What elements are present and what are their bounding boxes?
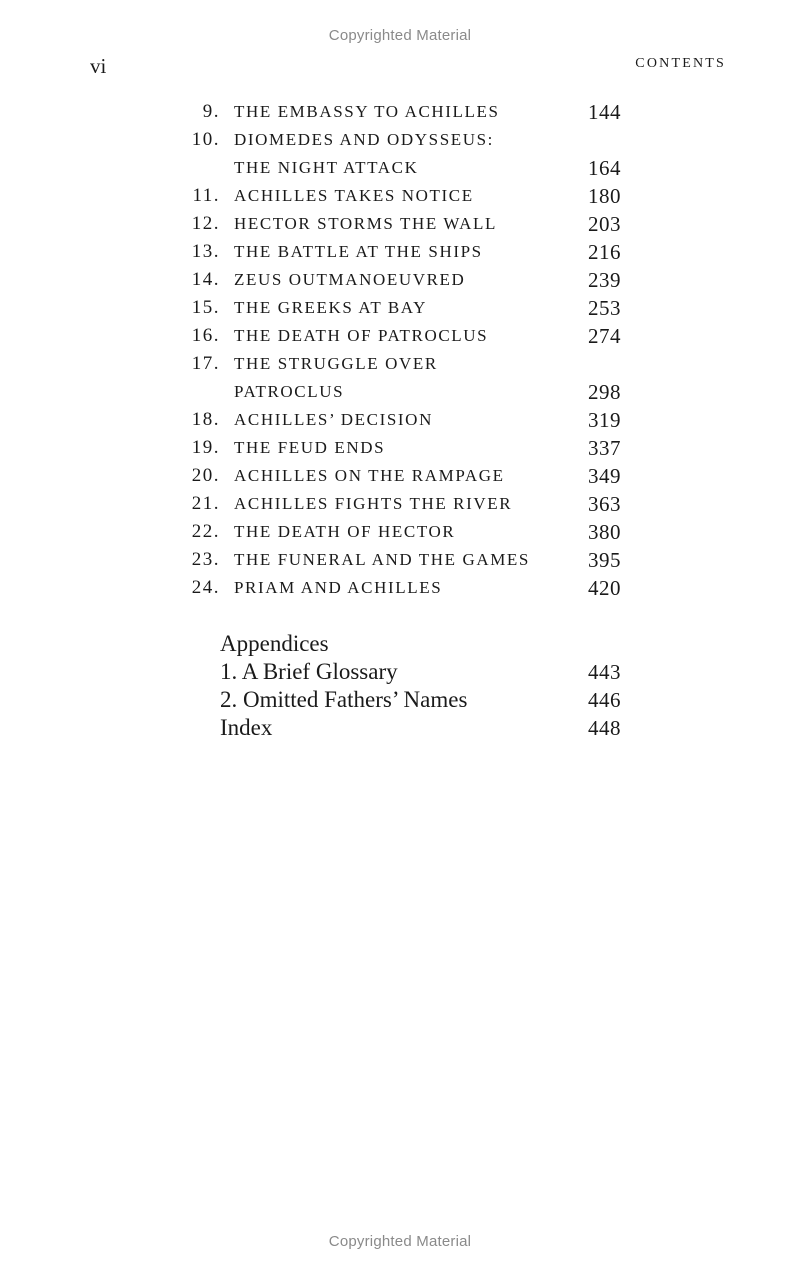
toc-entry-page: 363 [588,492,621,516]
toc-entry [0,518,800,546]
toc-entry-title: PRIAM AND ACHILLES [234,578,443,597]
toc-entry-title: ACHILLES TAKES NOTICE [234,186,474,205]
toc-entry-page: 239 [588,268,621,292]
index-entry [0,714,800,742]
toc-entry-number: 12. [191,213,220,234]
toc-entry [0,238,800,266]
toc-entry [0,154,800,182]
toc-entry [0,182,800,210]
toc-entry-title: PATROCLUS [234,382,345,401]
toc-entry [0,294,800,322]
toc-entry-title: THE EMBASSY TO ACHILLES [234,102,500,121]
toc-entry [0,126,800,154]
appendices-section [0,630,800,742]
toc-entry-page: 253 [588,296,621,320]
toc-entry-title: THE DEATH OF HECTOR [234,522,456,541]
toc-entry [0,406,800,434]
toc-entry-title: HECTOR STORMS THE WALL [234,214,497,233]
toc-entry-page: 144 [588,100,621,124]
toc-entry-number: 15. [191,297,220,318]
toc-entry-number: 16. [191,325,220,346]
toc-entry-title: ACHILLES’ DECISION [234,410,433,429]
toc-entry-page: 216 [588,240,621,264]
copyright-watermark-top: Copyrighted Material [328,27,472,44]
toc-entry [0,322,800,350]
toc-entry-title: THE FUNERAL AND THE GAMES [234,550,530,569]
appendix-entry [0,658,800,686]
table-of-contents [0,98,800,602]
toc-entry [0,434,800,462]
toc-entry-number: 24. [191,577,220,598]
toc-entry-number: 14. [191,269,220,290]
toc-entry-title: DIOMEDES AND ODYSSEUS: [234,130,495,149]
toc-entry-number: 21. [191,493,220,514]
toc-entry [0,350,800,378]
toc-entry [0,98,800,126]
toc-entry-title: THE GREEKS AT BAY [234,298,427,317]
toc-entry-page: 395 [588,548,621,572]
toc-entry [0,490,800,518]
toc-entry-title: ACHILLES FIGHTS THE RIVER [234,494,513,513]
toc-entry-title: THE STRUGGLE OVER [234,354,438,373]
appendix-entry-page: 446 [588,688,621,712]
appendix-entry-page: 443 [588,660,621,684]
index-entry-title: Index [220,715,273,740]
toc-entry-number: 17. [191,353,220,374]
toc-entry [0,546,800,574]
toc-entry-number: 10. [191,129,220,150]
toc-entry-page: 337 [588,436,621,460]
toc-entry-number: 22. [191,521,220,542]
toc-entry-title: THE BATTLE AT THE SHIPS [234,242,483,261]
toc-entry-title: THE FEUD ENDS [234,438,386,457]
toc-entry-number: 19. [191,437,220,458]
appendix-entry-title: 1. A Brief Glossary [220,659,398,684]
toc-entry-page: 180 [588,184,621,208]
toc-entry [0,210,800,238]
page-folio: vi [90,54,107,78]
toc-entry [0,378,800,406]
toc-entry-title: THE NIGHT ATTACK [234,158,419,177]
toc-entry-page: 274 [588,324,621,348]
toc-entry-number: 11. [192,185,220,206]
toc-entry [0,574,800,602]
toc-entry-number: 23. [191,549,220,570]
appendices-heading: Appendices [220,631,329,656]
toc-entry [0,462,800,490]
toc-entry-title: THE DEATH OF PATROCLUS [234,326,489,345]
index-entry-page: 448 [588,716,621,740]
toc-entry-number: 9. [202,101,220,122]
toc-entry-title: ACHILLES ON THE RAMPAGE [234,466,505,485]
toc-entry-number: 20. [191,465,220,486]
toc-entry-page: 349 [588,464,621,488]
appendix-entry-title: 2. Omitted Fathers’ Names [220,687,468,712]
toc-entry-number: 18. [191,409,220,430]
toc-entry [0,266,800,294]
toc-entry-title: ZEUS OUTMANOEUVRED [234,270,466,289]
copyright-watermark-bottom: Copyrighted Material [328,1233,472,1250]
appendix-entry [0,686,800,714]
toc-entry-page: 420 [588,576,621,600]
toc-entry-page: 203 [588,212,621,236]
toc-entry-page: 319 [588,408,621,432]
toc-entry-page: 164 [588,156,621,180]
toc-entry-number: 13. [191,241,220,262]
running-head: CONTENTS [635,56,726,71]
toc-entry-page: 380 [588,520,621,544]
toc-entry-page: 298 [588,380,621,404]
appendices-heading-row [0,630,800,658]
